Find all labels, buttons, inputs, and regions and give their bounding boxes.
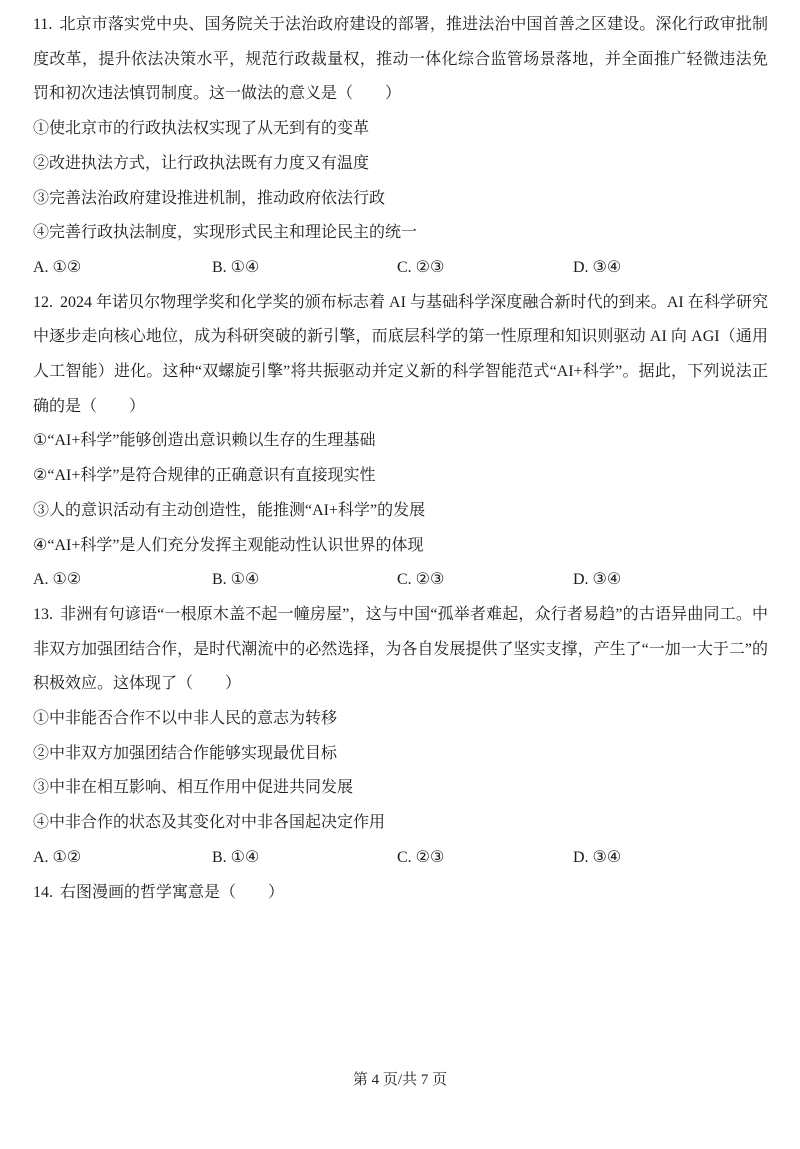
question-11-item-4: ④完善行政执法制度，实现形式民主和理论民主的统一: [33, 224, 418, 242]
question-11-item-3: ③完善法治政府建设推进机制，推动政府依法行政: [33, 189, 386, 207]
question-11-option-d: D. ③④: [573, 258, 622, 276]
question-13-option-d: D. ③④: [573, 848, 622, 866]
question-11: [33, 8, 768, 286]
question-13-options-row: [33, 841, 768, 876]
question-12-item-2: ②“AI+科学”是符合规律的正确意识有直接现实性: [33, 467, 376, 485]
question-13-item-2: ②中非双方加强团结合作能够实现最优目标: [33, 744, 338, 762]
question-11-option-a: A. ①②: [33, 258, 82, 276]
question-12-options-row: [33, 563, 768, 598]
question-11-options-row: [33, 251, 768, 286]
question-12-stem: [33, 286, 768, 425]
question-11-item-1: ①使北京市的行政执法权实现了从无到有的变革: [33, 120, 370, 138]
question-11-stem: [33, 8, 768, 112]
question-12: [33, 286, 768, 598]
question-12-option-d: D. ③④: [573, 571, 622, 589]
question-13-item-3: ③中非在相互影响、相互作用中促进共同发展: [33, 779, 354, 797]
page-number-indicator: 第 4 页/共 7 页: [352, 1072, 448, 1088]
question-11-stem-text: 北京市落实党中央、国务院关于法治政府建设的部署，推进法治中国首善之区建设。深化行政审批制度改革，提升依法决策水平，规范行政裁量权，推动一体化综合监管场景落地，并全面推广轻微违法免罚和初次违法慎罚制度。这一做法的意义是（ ）: [33, 16, 768, 103]
question-13-option-c: C. ②③: [397, 848, 445, 866]
question-11-number: 11.: [33, 16, 53, 33]
question-11-option-b: B. ①④: [212, 258, 260, 276]
question-13-option-b: B. ①④: [212, 848, 260, 866]
question-11-option-c: C. ②③: [397, 258, 445, 276]
question-14-number: 14.: [33, 883, 53, 901]
question-14: [33, 876, 768, 911]
question-14-stem-text: 右图漫画的哲学寓意是（ ）: [60, 883, 285, 901]
question-12-item-4: ④“AI+科学”是人们充分发挥主观能动性认识世界的体现: [33, 536, 424, 554]
question-13-option-a: A. ①②: [33, 848, 82, 866]
question-13-item-4: ④中非合作的状态及其变化对中非各国起决定作用: [33, 814, 386, 832]
question-12-number: 12.: [33, 293, 53, 311]
question-11-item-2: ②改进执法方式，让行政执法既有力度又有温度: [33, 154, 370, 172]
question-12-item-3: ③人的意识活动有主动创造性，能推测“AI+科学”的发展: [33, 501, 426, 519]
question-13-stem: [33, 598, 768, 702]
question-14-stem: [33, 876, 768, 911]
question-12-option-c: C. ②③: [397, 571, 445, 589]
question-12-stem-text: 2024 年诺贝尔物理学奖和化学奖的颁布标志着 AI 与基础科学深度融合新时代的到来。AI 在科学研究中逐步走向核心地位，成为科研突破的新引擎，而底层科学的第一性原理和知识则驱动 AI 向 AGI（通用人工智能）进化。这种“双螺旋引擎”将共振驱动并定义新的科学智能范式“AI+科学”。据此，下列说法正确的是（ ）: [33, 293, 768, 415]
question-12-option-a: A. ①②: [33, 571, 82, 589]
question-12-option-b: B. ①④: [212, 571, 260, 589]
question-13-number: 13.: [33, 605, 53, 623]
question-12-item-1: ①“AI+科学”能够创造出意识赖以生存的生理基础: [33, 432, 376, 450]
question-13-item-1: ①中非能否合作不以中非人民的意志为转移: [33, 710, 338, 728]
question-13-stem-text: 非洲有句谚语“一根原木盖不起一幢房屋”，这与中国“孤举者难起，众行者易趋”的古语异曲同工。中非双方加强团结合作，是时代潮流中的必然选择，为各自发展提供了坚实支撑，产生了“一加一大于二”的积极效应。这体现了（ ）: [33, 605, 768, 693]
question-13: [33, 598, 768, 876]
